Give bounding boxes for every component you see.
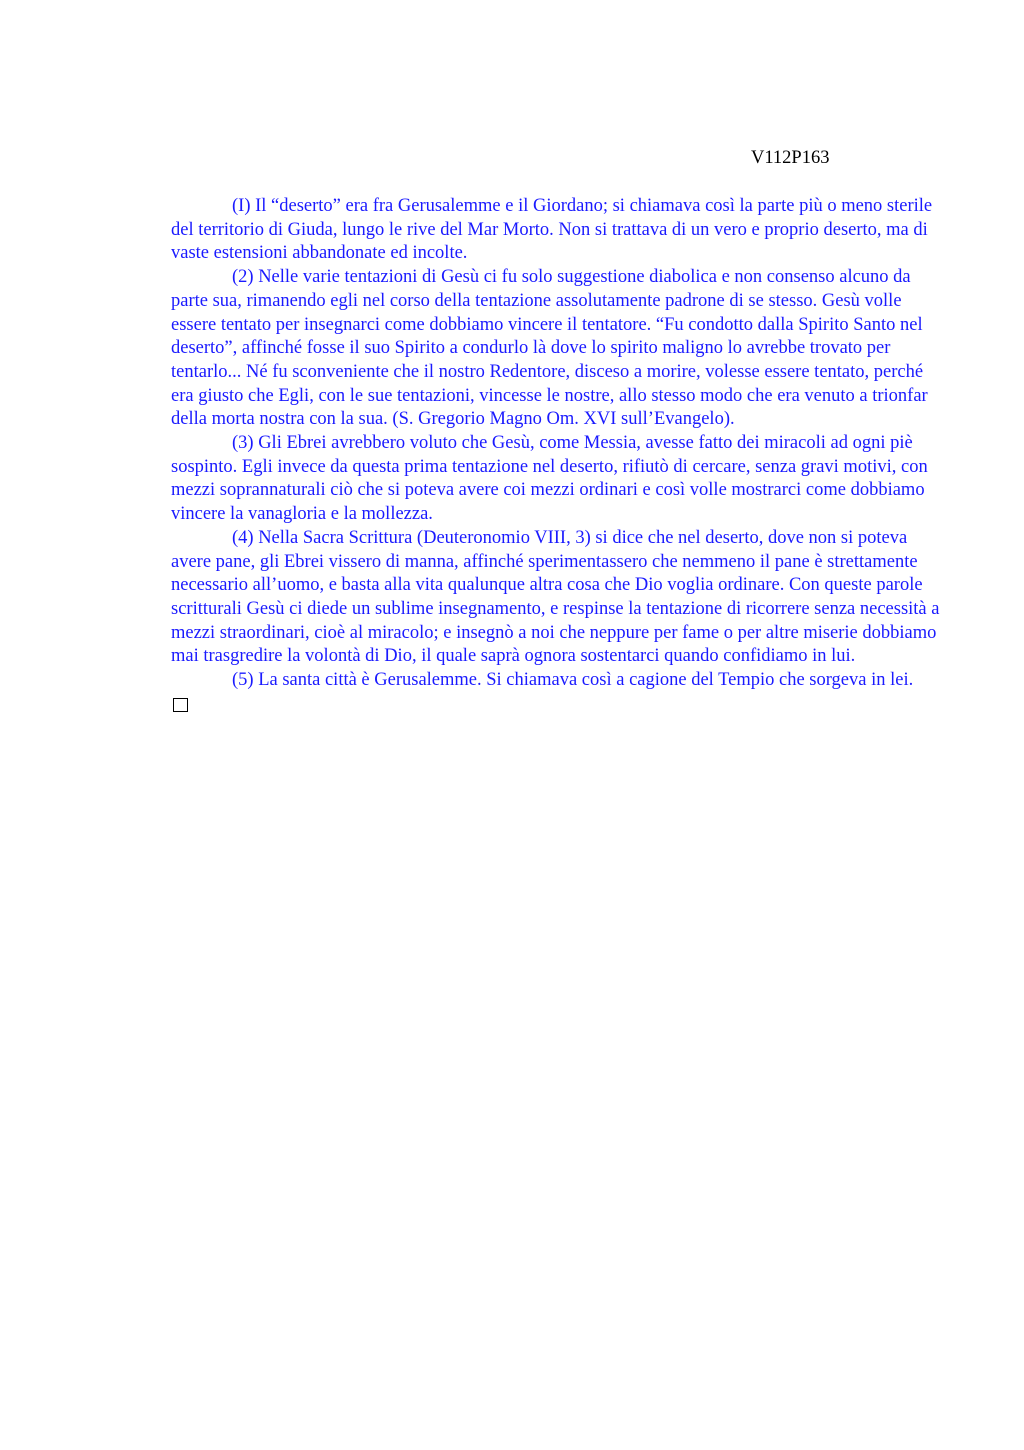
footnote-4: (4) Nella Sacra Scrittura (Deuteronomio VIII, 3) si dice che nel deserto, dove non si poteva avere pane, gli Ebrei vissero di manna, affinché sperimentassero che nemmeno il pane è strettamente necessario all’uomo, e basta alla vita qualunque altra cosa che Dio voglia ordinare. Con queste parole scritturali Gesù ci diede un sublime insegnamento, e respinse la tentazione di ricorrere senza necessità a mezzi straordinari, cioè al miracolo; e insegnò a noi che neppure per fame o per altre miserie dobbiamo mai trasgredire la volontà di Dio, il quale saprà ognora sostentarci quando confidiamo in lui. (171, 527, 940, 667)
footnote-2: (2) Nelle varie tentazioni di Gesù ci fu solo suggestione diabolica e non consenso alcuno da parte sua, rimanendo egli nel corso della tentazione assolutamente padrone di se stesso. Gesù volle essere tentato per insegnarci come dobbiamo vincere il tentatore. “Fu condotto dalla Spirito Santo nel deserto”, affinché fosse il suo Spirito a condurlo là dove lo spirito maligno lo avrebbe trovato per tentarlo... Né fu sconveniente che il nostro Redentore, disceso a morire, volesse essere tentato, perché era giusto che Egli, con le sue tentazioni, vincesse le nostre, allo stesso modo che era venuto a trionfar della morta nostra con la sua. (S. Gregorio Magno Om. XVI sull’Evangelo). (171, 267, 928, 430)
empty-square-icon (173, 698, 188, 712)
footnote-5: (5) La santa città è Gerusalemme. Si chiamava così a cagione del Tempio che sorgeva in lei. (232, 670, 914, 691)
footnote-3: (3) Gli Ebrei avrebbero voluto che Gesù, come Messia, avesse fatto dei miracoli ad ogni piè sospinto. Egli invece da questa prima tentazione nel deserto, rifiutò di cercare, senza gravi motivi, con mezzi soprannaturali ciò che si poteva avere coi mezzi ordinari e così volle mostrarci come dobbiamo vincere la vanagloria e la mollezza. (171, 433, 928, 525)
footnote-1: (I) Il “deserto” era fra Gerusalemme e il Giordano; si chiamava così la parte più o meno sterile del territorio di Giuda, lungo le rive del Mar Morto. Non si trattava di un vero e proprio deserto, ma di vaste estensioni abbandonate ed incolte. (171, 196, 933, 264)
footnotes-section (171, 195, 941, 712)
page-reference: V112P163 (751, 148, 830, 168)
